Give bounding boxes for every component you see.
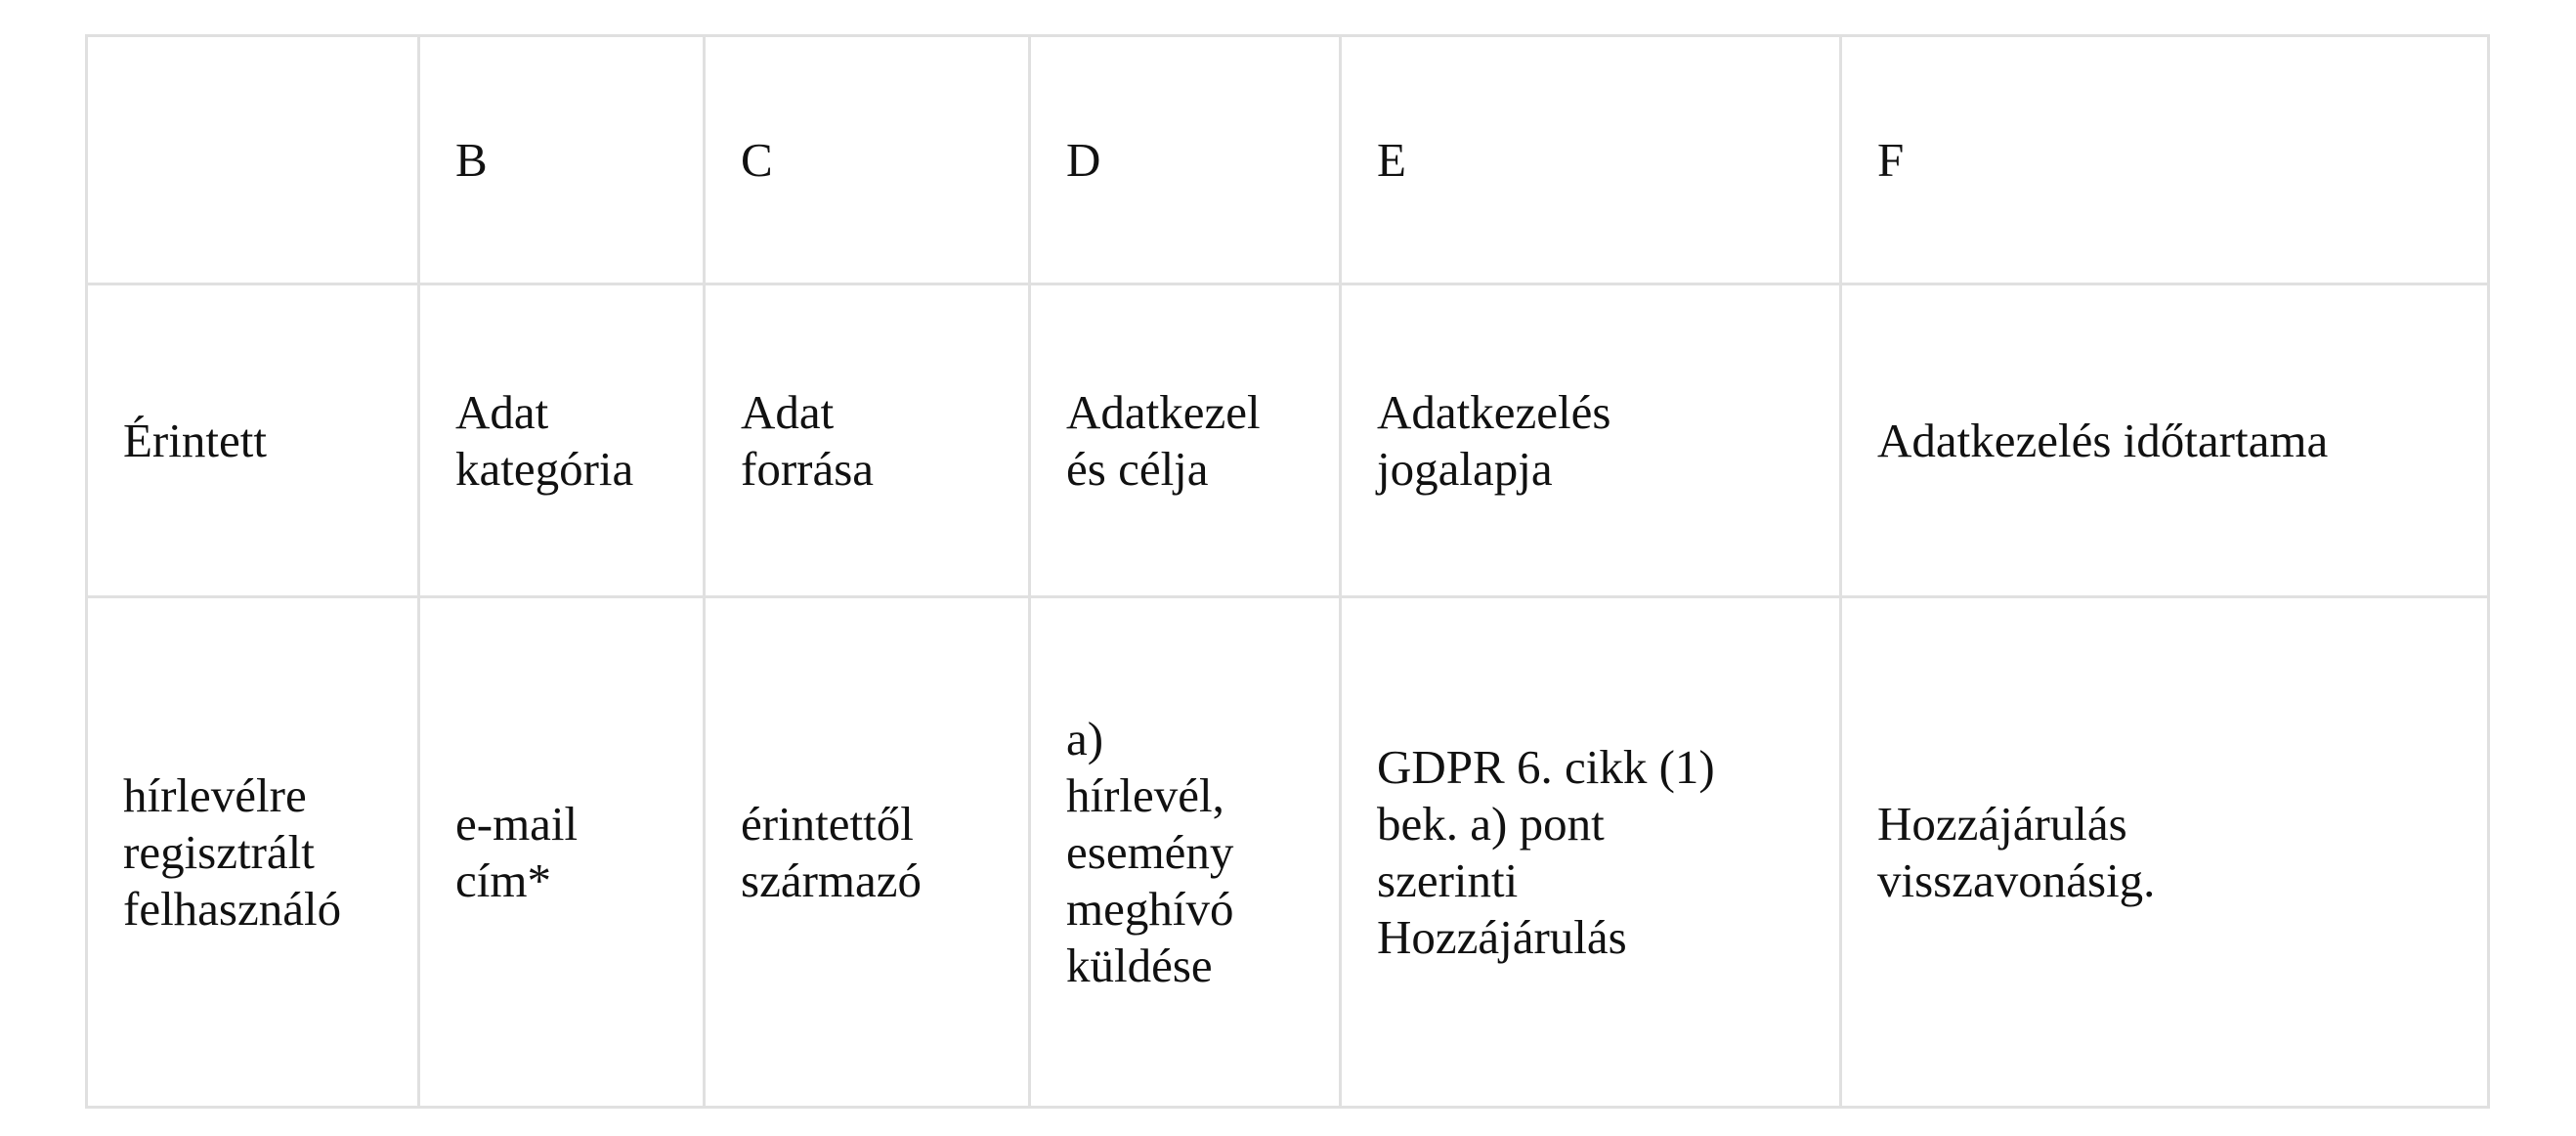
column-letter-cell-d: D [1030, 36, 1341, 284]
column-letter-row [87, 36, 2489, 284]
column-letter-cell-e: E [1341, 36, 1841, 284]
table-row [87, 597, 2489, 1108]
title-cell-adatkezeles-celja: Adatkezel és célja [1030, 284, 1341, 597]
value-cell-adatkezeles-celja: a) hírlevél, esemény meghívó küldése [1030, 597, 1341, 1108]
title-cell-idotartam: Adatkezelés időtartama [1841, 284, 2489, 597]
value-cell-adat-kategoria: e-mail cím* [419, 597, 705, 1108]
column-letter-cell-b: B [419, 36, 705, 284]
column-title-row [87, 284, 2489, 597]
column-letter-cell-a [87, 36, 419, 284]
value-cell-idotartam: Hozzájárulás visszavonásig. [1841, 597, 2489, 1108]
column-letter-cell-f: F [1841, 36, 2489, 284]
title-cell-adat-kategoria: Adat kategória [419, 284, 705, 597]
title-cell-jogalap: Adatkezelés jogalapja [1341, 284, 1841, 597]
column-letter-cell-c: C [705, 36, 1030, 284]
value-cell-adat-forrasa: érintettől származó [705, 597, 1030, 1108]
value-cell-jogalap: GDPR 6. cikk (1) bek. a) pont szerinti Hozzájárulás [1341, 597, 1841, 1108]
title-cell-adat-forrasa: Adat forrása [705, 284, 1030, 597]
value-cell-erintett: hírlevélre regisztrált felhasználó [87, 597, 419, 1108]
title-cell-erintett: Érintett [87, 284, 419, 597]
data-processing-table [85, 34, 2490, 1109]
